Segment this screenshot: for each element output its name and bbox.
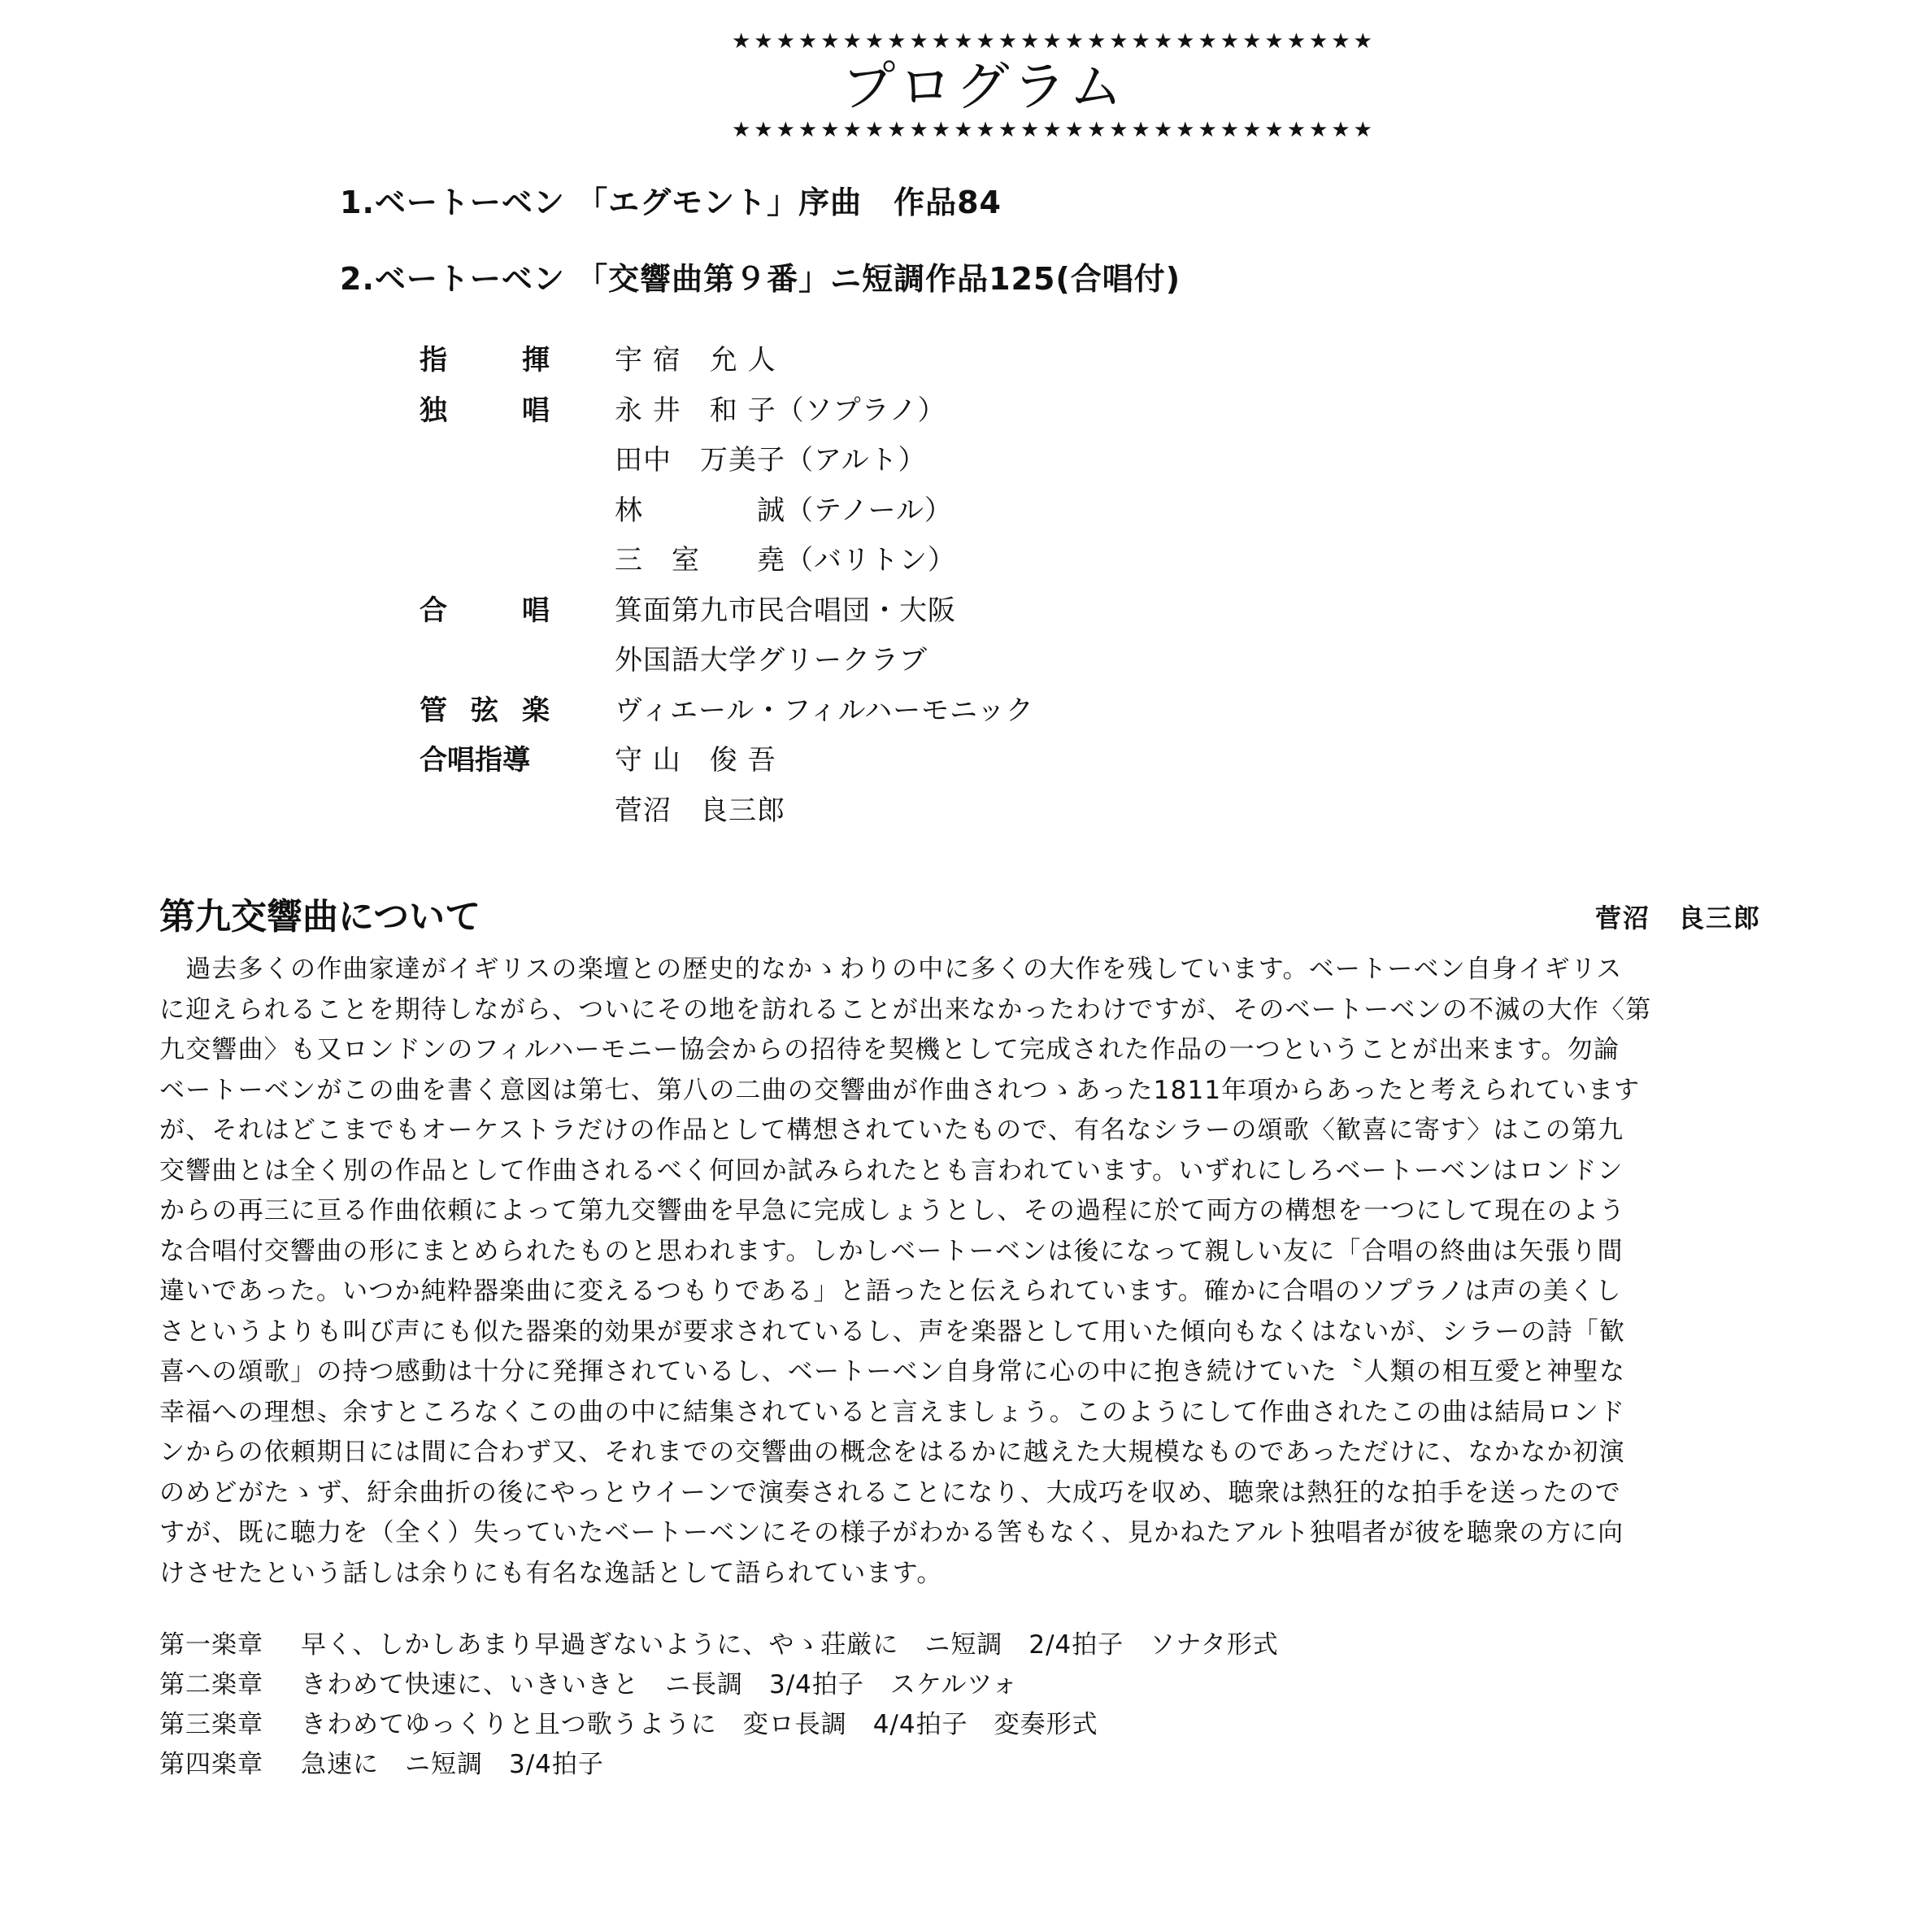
essay-line: けさせたという話しは余りにも有名な逸話として語られています。 xyxy=(159,1558,943,1588)
credit-name: 田中 万美子（アルト） xyxy=(615,444,927,477)
movement-description: きわめてゆっくりと且つ歌うように 変ロ長調 4/4拍子 変奏形式 xyxy=(301,1710,1098,1739)
essay-line: が、それはどこまでもオーケストラだけの作品として構想されていたもので、有名なシラーの頌歌〈歓喜に寄す〉はこの第九 xyxy=(159,1116,1624,1145)
program-item-2: 2.ベートーベン 「交響曲第９番」ニ短調作品125(合唱付) xyxy=(340,261,1181,297)
credit-row xyxy=(420,583,1034,633)
essay-author: 菅沼 良三郎 xyxy=(1595,903,1762,933)
essay-line: のめどがたゝず、紆余曲折の後にやっとウイーンで演奏されることになり、大成巧を収め、聴衆は熱狂的な拍手を送ったので xyxy=(159,1477,1621,1508)
credit-name: 永 井 和 子（ソプラノ） xyxy=(615,394,946,427)
movement-list xyxy=(159,1622,1279,1782)
essay-line: ベートーベンがこの曲を書く意図は第七、第八の二曲の交響曲が作曲されつゝあった1811年項からあったと考えられています xyxy=(159,1075,1641,1105)
credit-role-part: 管 xyxy=(420,694,447,727)
credit-row xyxy=(420,683,1034,733)
program-item-1: 1.ベートーベン 「エグモント」序曲 作品84 xyxy=(340,185,1002,220)
credit-row xyxy=(420,433,1034,483)
credit-row xyxy=(420,333,1034,383)
essay-line: 九交響曲〉も又ロンドンのフィルハーモニー協会からの招待を契機として完成された作品の一つということが出来ます。勿論 xyxy=(159,1035,1620,1064)
essay-line: 交響曲とは全く別の作品として作曲されるべく何回か試みられたとも言われています。いずれにしろベートーベンはロンドン xyxy=(159,1155,1624,1186)
credit-row xyxy=(420,633,1034,683)
credit-name: 箕面第九市民合唱団・大阪 xyxy=(615,594,956,627)
essay-line: に迎えられることを期待しながら、ついにその地を訪れることが出来なかったわけですが、そのベートーベンの不滅の大作〈第 xyxy=(159,994,1652,1025)
credit-name: 林 誠（テノール） xyxy=(615,494,953,527)
credit-role-part: 合唱指導 xyxy=(420,744,530,777)
credit-role xyxy=(420,588,550,628)
credit-role-part: 独 xyxy=(420,394,447,427)
essay-line: 過去多くの作曲家達がイギリスの楽壇との歴史的なかゝわりの中に多くの大作を残しています。ベートーベン自身イギリス xyxy=(159,955,1623,984)
movement-label: 第三楽章 xyxy=(159,1710,263,1739)
essay-body xyxy=(159,950,1782,1594)
essay-line: さというよりも叫び声にも似た器楽的効果が要求されているし、声を楽器として用いた傾向もなくはないが、シラーの詩「歓 xyxy=(159,1316,1626,1347)
credit-name: ヴィエール・フィルハーモニック xyxy=(615,694,1034,727)
movement-description: 早く、しかしあまり早過ぎないように、やゝ荘厳に ニ短調 2/4拍子 ソナタ形式 xyxy=(301,1630,1279,1660)
top-star-border: ★★★★★★★★★★★★★★★★★★★★★★★★★★★★★ xyxy=(732,29,1376,54)
credit-role xyxy=(420,388,550,428)
essay-line: な合唱付交響曲の形にまとめられたものと思われます。しかしベートーベンは後になって親しい友に「合唱の終曲は矢張り間 xyxy=(159,1236,1624,1266)
essay-line: 違いであった。いつか純粋器楽曲に変えるつもりである」と語ったと伝えられています。確かに合唱のソプラノは声の美くし xyxy=(159,1277,1622,1306)
credit-name: 外国語大学グリークラブ xyxy=(615,644,928,677)
movement-row xyxy=(159,1702,1279,1742)
credit-row xyxy=(420,383,1034,433)
movement-label: 第二楽章 xyxy=(159,1670,263,1699)
credit-name: 宇 宿 允 人 xyxy=(615,344,776,377)
essay-line: 喜への頌歌」の持つ感動は十分に発揮されているし、ベートーベン自身常に心の中に抱き続けていた〝人類の相互愛と神聖な xyxy=(159,1357,1626,1386)
movement-row xyxy=(159,1622,1279,1662)
credit-role-part: 唱 xyxy=(522,594,550,627)
movement-label: 第一楽章 xyxy=(159,1630,263,1660)
credit-row xyxy=(420,783,1034,833)
credit-role xyxy=(420,738,550,777)
credit-role-part: 弦 xyxy=(471,694,498,727)
essay-line: からの再三に亘る作曲依頼によって第九交響曲を早急に完成しょうとし、その過程に於て両方の構想を一つにして現在のよう xyxy=(159,1196,1626,1225)
movement-description: きわめて快速に、いきいきと ニ長調 3/4拍子 スケルツォ xyxy=(301,1670,1019,1699)
credit-role-part: 指 xyxy=(420,344,447,377)
movement-row xyxy=(159,1662,1279,1702)
essay-line: ンからの依頼期日には間に合わず又、それまでの交響曲の概念をはるかに越えた大規模なものであっただけに、なかなか初演 xyxy=(159,1438,1625,1467)
credit-role xyxy=(420,337,550,377)
performer-credits xyxy=(420,333,1034,833)
credit-name: 三 室 堯（バリトン） xyxy=(615,544,956,577)
credit-name: 守 山 俊 吾 xyxy=(615,744,776,777)
credit-role-part: 楽 xyxy=(522,694,550,727)
essay-title: 第九交響曲について xyxy=(159,896,481,938)
bottom-star-border: ★★★★★★★★★★★★★★★★★★★★★★★★★★★★★ xyxy=(732,118,1376,142)
movement-description: 急速に ニ短調 3/4拍子 xyxy=(301,1750,604,1779)
credit-row xyxy=(420,533,1034,583)
movement-label: 第四楽章 xyxy=(159,1750,263,1779)
credit-role-part: 唱 xyxy=(522,394,550,427)
credit-row xyxy=(420,733,1034,783)
credit-role-part: 揮 xyxy=(522,344,550,377)
credit-row xyxy=(420,483,1034,533)
essay-line: すが、既に聴力を（全く）失っていたベートーベンにその様子がわかる筈もなく、見かねたアルト独唱者が彼を聴衆の方に向 xyxy=(159,1518,1624,1547)
page-title: プログラム xyxy=(841,55,1126,118)
credit-role-part: 合 xyxy=(420,594,447,627)
movement-row xyxy=(159,1742,1279,1782)
essay-line: 幸福への理想〟余すところなくこの曲の中に結集されていると言えましょう。このようにして作曲されたこの曲は結局ロンド xyxy=(159,1397,1626,1427)
credit-role xyxy=(420,688,550,728)
credit-name: 菅沼 良三郎 xyxy=(615,794,785,827)
